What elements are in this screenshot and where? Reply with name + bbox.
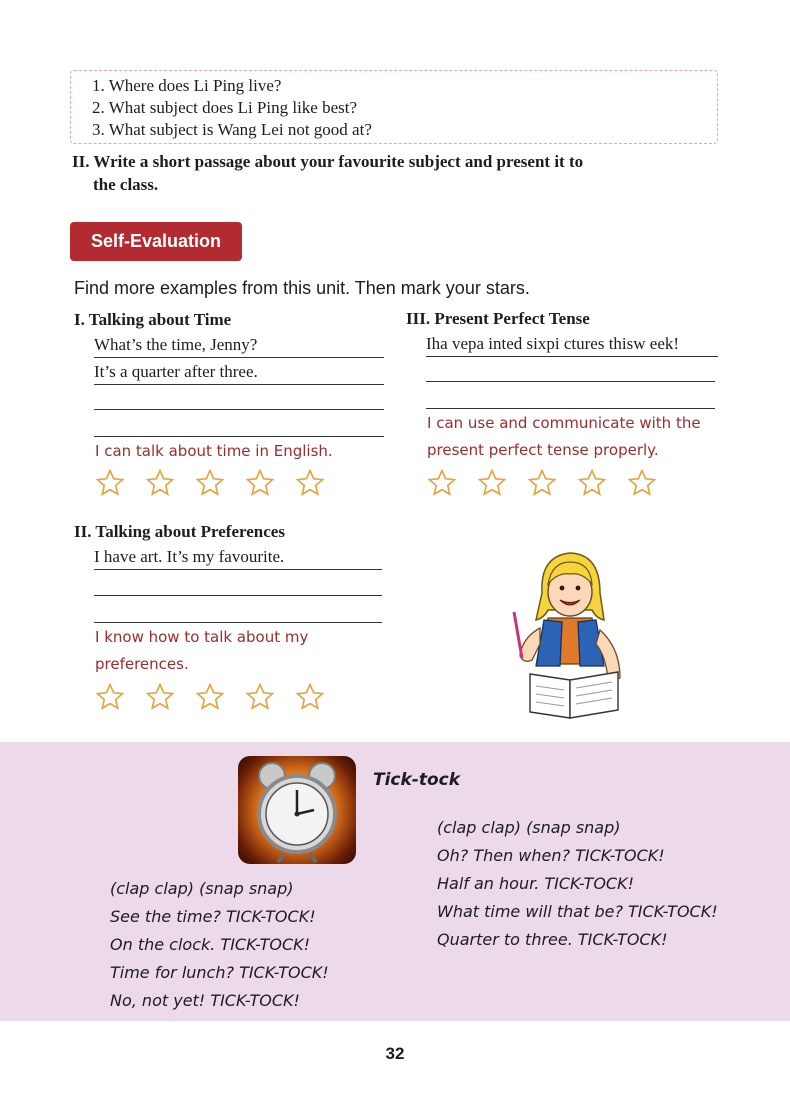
answer-line: I have art. It’s my favourite. — [94, 546, 382, 570]
star-icon[interactable] — [245, 468, 275, 498]
star-rating[interactable] — [95, 468, 345, 502]
page-number: 32 — [385, 1044, 405, 1063]
star-icon[interactable] — [195, 682, 225, 712]
star-icon[interactable] — [427, 468, 457, 498]
blank-line — [426, 381, 715, 382]
star-icon[interactable] — [145, 682, 175, 712]
chant-right-verse — [437, 814, 718, 954]
blank-line — [94, 436, 384, 437]
chant-line: (clap clap) (snap snap) — [110, 879, 294, 898]
chant-line: Oh? Then when? TICK-TOCK! — [437, 846, 665, 865]
star-icon[interactable] — [95, 682, 125, 712]
star-icon[interactable] — [527, 468, 557, 498]
chant-left-verse — [110, 875, 329, 1015]
chant-line: Half an hour. TICK-TOCK! — [437, 874, 634, 893]
star-icon[interactable] — [627, 468, 657, 498]
can-do-statement: I know how to talk about my preferences. — [95, 628, 309, 673]
blank-line — [94, 622, 382, 623]
star-icon[interactable] — [295, 682, 325, 712]
self-evaluation-instruction: Find more examples from this unit. Then mark your stars. — [74, 278, 530, 298]
task-2-instruction: II. Write a short passage about your favourite subject and present it to the class. — [72, 152, 584, 194]
chant-title: Tick-tock — [373, 770, 461, 790]
chant-line: On the clock. TICK-TOCK! — [110, 935, 311, 954]
star-icon[interactable] — [145, 468, 175, 498]
can-do-statement: I can talk about time in English. — [95, 442, 333, 460]
blank-line — [426, 408, 715, 409]
section-2-heading: II. Talking about Preferences — [74, 522, 285, 541]
chant-line: See the time? TICK-TOCK! — [110, 907, 316, 926]
star-icon[interactable] — [195, 468, 225, 498]
chant-line: Time for lunch? TICK-TOCK! — [110, 963, 329, 982]
blank-line — [94, 595, 382, 596]
section-1-heading: I. Talking about Time — [74, 310, 232, 329]
alarm-clock-icon — [238, 756, 356, 864]
question-1: 1. Where does Li Ping live? — [92, 76, 282, 95]
answer-line: It’s a quarter after three. — [94, 361, 384, 385]
section-3-heading: III. Present Perfect Tense — [406, 309, 590, 328]
star-icon[interactable] — [477, 468, 507, 498]
can-do-statement: I can use and communicate with the present perfect tense properly. — [427, 414, 701, 459]
blank-line — [94, 409, 384, 410]
answer-line: Iha vepa inted sixpi ctures thisw eek! — [426, 333, 718, 357]
alarm-clock-image — [238, 756, 356, 864]
answer-line: What’s the time, Jenny? — [94, 334, 384, 358]
question-2: 2. What subject does Li Ping like best? — [92, 98, 358, 117]
star-icon[interactable] — [577, 468, 607, 498]
star-icon[interactable] — [245, 682, 275, 712]
chant-line: No, not yet! TICK-TOCK! — [110, 991, 300, 1010]
self-evaluation-badge: Self-Evaluation — [70, 222, 242, 261]
question-3: 3. What subject is Wang Lei not good at? — [92, 120, 372, 139]
chant-line: What time will that be? TICK-TOCK! — [437, 902, 718, 921]
chant-line: (clap clap) (snap snap) — [437, 818, 621, 837]
girl-reading-illustration — [500, 548, 640, 724]
star-rating[interactable] — [427, 468, 677, 502]
star-icon[interactable] — [295, 468, 325, 498]
star-icon[interactable] — [95, 468, 125, 498]
star-rating[interactable] — [95, 682, 345, 716]
chant-line: Quarter to three. TICK-TOCK! — [437, 930, 668, 949]
